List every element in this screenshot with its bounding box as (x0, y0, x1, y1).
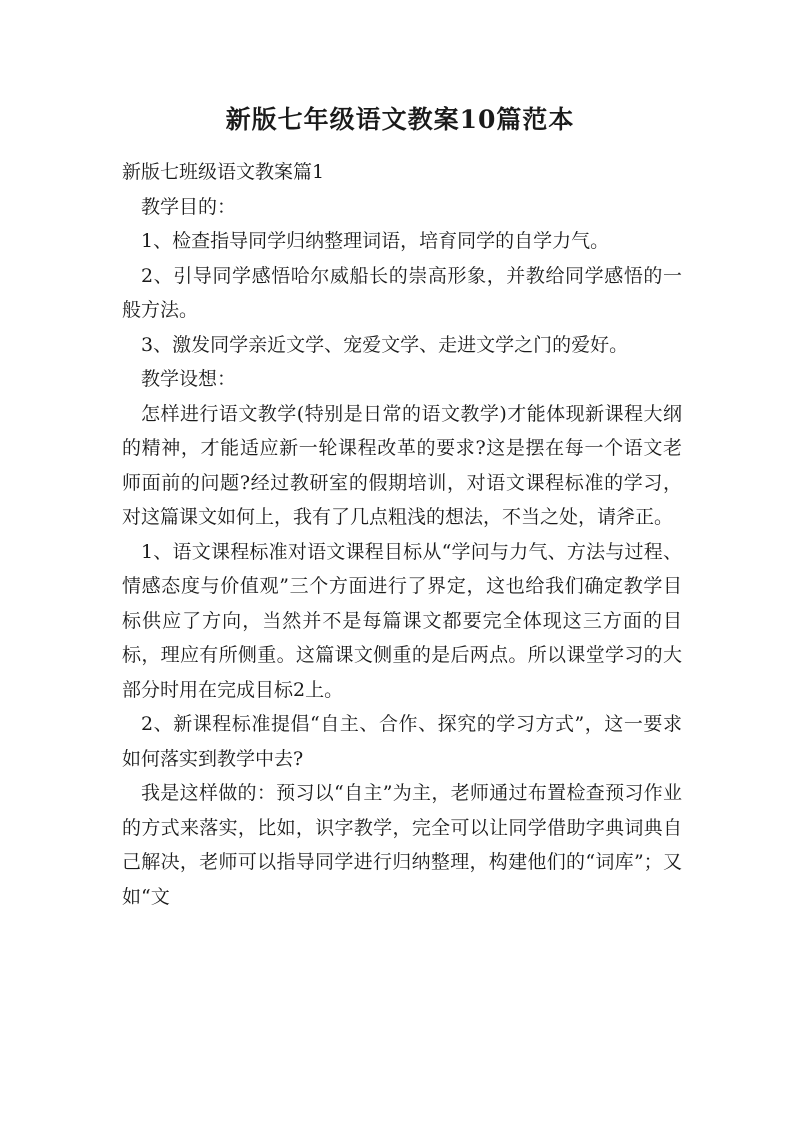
document-title: 新版七年级语文教案10篇范本 (225, 105, 575, 134)
paragraph-design-point-1: 1、语文课程标准对语文课程目标从“学问与力气、方法与过程、情感态度与价值观”三个方面进行了界定，这也给我们确定教学目标供应了方向，当然并不是每篇课文都要完全体现这三方面的目标，理应有所侧重。这篇课文侧重的是后两点。所以课堂学习的大部分时用在完成目标2上。 (122, 540, 682, 701)
paragraph-goal-3: 3、激发同学亲近文学、宠爱文学、走进文学之门的爱好。 (141, 333, 629, 356)
section-heading: 新版七班级语文教案篇1 (122, 161, 325, 183)
paragraph-goal-1: 1、检查指导同学归纳整理词语，培育同学的自学力气。 (141, 230, 610, 252)
paragraph-design-point-2: 2、新课程标准提倡“自主、合作、探究的学习方式”，这一要求如何落实到教学中去? (122, 713, 682, 770)
paragraph-teaching-goals-heading: 教学目的： (141, 195, 237, 218)
paragraph-design-intro: 怎样进行语文教学(特别是日常的语文教学)才能体现新课程大纲的精神，才能适应新一轮课程改革的要求?这是摆在每一个语文老师面前的问题?经过教研室的假期培训，对语文课程标准的学习，对这篇课文如何上，我有了几点粗浅的想法，不当之处，请斧正。 (122, 402, 682, 528)
paragraph-practice: 我是这样做的：预习以“自主”为主，老师通过布置检查预习作业的方式来落实，比如，识字教学，完全可以让同学借助字典词典自己解决，老师可以指导同学进行归纳整理，构建他们的“词库”；又如“文 (122, 782, 682, 908)
paragraph-teaching-design-heading: 教学设想： (141, 368, 237, 390)
document-body (122, 155, 682, 914)
paragraph-goal-2: 2、引导同学感悟哈尔威船长的崇高形象，并教给同学感悟的一般方法。 (122, 264, 682, 321)
